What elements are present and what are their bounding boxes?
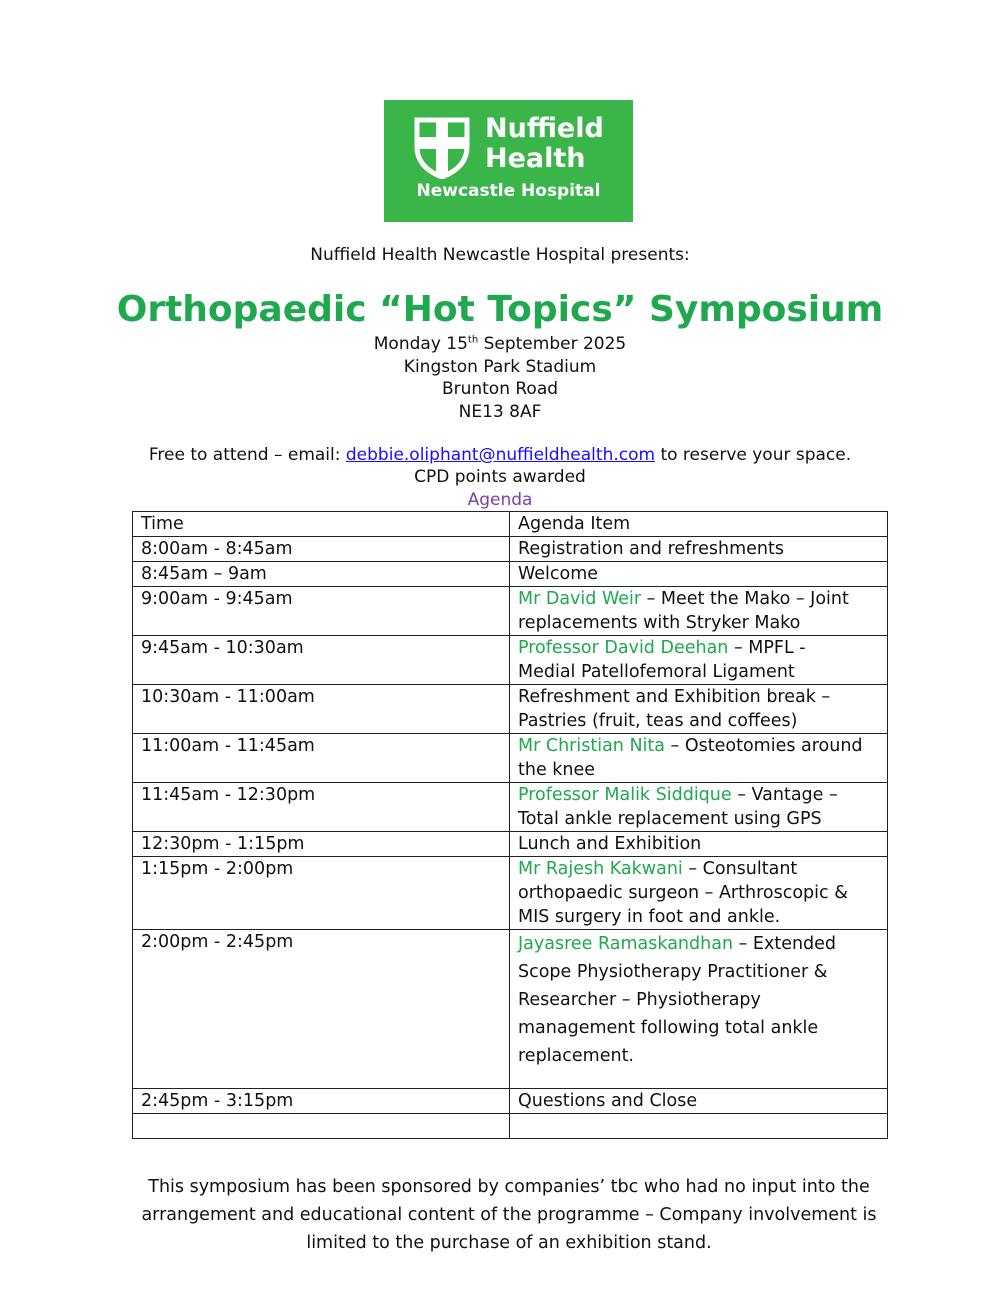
agenda-text: – Consultant bbox=[682, 859, 798, 879]
agenda-text: Researcher – Physiotherapy bbox=[518, 990, 761, 1010]
table-row bbox=[133, 734, 888, 783]
agenda-text: Scope Physiotherapy Practitioner & bbox=[518, 962, 828, 982]
header-agenda-item: Agenda Item bbox=[510, 512, 888, 537]
cell-spacer bbox=[518, 1070, 879, 1088]
cpd-note: CPD points awarded bbox=[414, 467, 586, 487]
speaker-name: Professor David Deehan bbox=[518, 638, 729, 658]
time-cell: 1:15pm - 2:00pm bbox=[133, 857, 510, 930]
agenda-text: MIS surgery in foot and ankle. bbox=[518, 907, 781, 927]
venue-name: Kingston Park Stadium bbox=[403, 356, 597, 377]
time-cell: 10:30am - 11:00am bbox=[133, 685, 510, 734]
agenda-text: Lunch and Exhibition bbox=[518, 834, 702, 854]
agenda-cell bbox=[510, 1089, 888, 1114]
table-row bbox=[133, 783, 888, 832]
attend-suffix: to reserve your space. bbox=[655, 445, 852, 465]
disclaimer-line: arrangement and educational content of the programme – Company involvement is bbox=[141, 1205, 877, 1225]
agenda-text: Total ankle replacement using GPS bbox=[518, 809, 822, 829]
time-cell: 9:45am - 10:30am bbox=[133, 636, 510, 685]
speaker-name: Mr Christian Nita bbox=[518, 736, 665, 756]
empty-cell bbox=[133, 1114, 510, 1139]
agenda-text: Registration and refreshments bbox=[518, 539, 784, 559]
logo-wordmark-line2: Health bbox=[485, 143, 586, 174]
agenda-text: – MPFL - bbox=[728, 638, 806, 658]
time-cell: 8:00am - 8:45am bbox=[133, 537, 510, 562]
agenda-text: – Meet the Mako – Joint bbox=[641, 589, 849, 609]
agenda-cell bbox=[510, 930, 888, 1089]
disclaimer-line: limited to the purchase of an exhibition stand. bbox=[306, 1233, 712, 1253]
agenda-text: Medial Patellofemoral Ligament bbox=[518, 662, 795, 682]
time-cell: 2:45pm - 3:15pm bbox=[133, 1089, 510, 1114]
agenda-text: replacement. bbox=[518, 1046, 634, 1066]
time-cell: 9:00am - 9:45am bbox=[133, 587, 510, 636]
agenda-text: replacements with Stryker Mako bbox=[518, 613, 801, 633]
agenda-cell bbox=[510, 783, 888, 832]
table-row bbox=[133, 685, 888, 734]
table-row bbox=[133, 636, 888, 685]
table-row bbox=[133, 562, 888, 587]
shield-cross-icon bbox=[414, 117, 470, 179]
agenda-cell bbox=[510, 734, 888, 783]
agenda-text: – Extended bbox=[733, 934, 837, 954]
agenda-label: Agenda bbox=[467, 490, 533, 510]
disclaimer-line: This symposium has been sponsored by companies’ tbc who had no input into the bbox=[148, 1177, 870, 1197]
nuffield-health-logo bbox=[384, 100, 633, 222]
agenda-text: Welcome bbox=[518, 564, 599, 584]
agenda-text: – Osteotomies around bbox=[664, 736, 863, 756]
speaker-name: Mr Rajesh Kakwani bbox=[518, 859, 683, 879]
table-row bbox=[133, 1089, 888, 1114]
table-row bbox=[133, 832, 888, 857]
sponsorship-disclaimer bbox=[100, 1173, 918, 1257]
table-row bbox=[133, 930, 888, 1089]
attend-prefix: Free to attend – email: bbox=[148, 445, 346, 465]
date-month-year: September 2025 bbox=[478, 334, 627, 354]
time-cell: 11:45am - 12:30pm bbox=[133, 783, 510, 832]
agenda-text: the knee bbox=[518, 760, 596, 780]
agenda-text: Pastries (fruit, teas and coffees) bbox=[518, 711, 798, 731]
agenda-text: management following total ankle bbox=[518, 1018, 819, 1038]
agenda-text: Refreshment and Exhibition break – bbox=[518, 687, 831, 707]
event-details bbox=[0, 333, 1000, 423]
presenter-line: Nuffield Health Newcastle Hospital presents: bbox=[310, 245, 690, 265]
empty-cell bbox=[510, 1114, 888, 1139]
agenda-cell bbox=[510, 857, 888, 930]
speaker-name: Mr David Weir bbox=[518, 589, 642, 609]
email-link[interactable]: debbie.oliphant@nuffieldhealth.com bbox=[345, 445, 656, 465]
agenda-cell bbox=[510, 537, 888, 562]
agenda-cell bbox=[510, 685, 888, 734]
table-row bbox=[133, 857, 888, 930]
time-cell: 12:30pm - 1:15pm bbox=[133, 832, 510, 857]
time-cell: 8:45am – 9am bbox=[133, 562, 510, 587]
agenda-text: orthopaedic surgeon – Arthroscopic & bbox=[518, 883, 848, 903]
time-cell: 2:00pm - 2:45pm bbox=[133, 930, 510, 1089]
agenda-cell bbox=[510, 832, 888, 857]
date-ordinal: th bbox=[467, 334, 479, 346]
attendance-line bbox=[0, 443, 1000, 467]
logo-wordmark-line1: Nuffield bbox=[485, 113, 604, 144]
event-date bbox=[0, 333, 1000, 356]
table-row-empty bbox=[133, 1114, 888, 1139]
table-row bbox=[133, 537, 888, 562]
logo-hospital-name: Newcastle Hospital bbox=[416, 181, 601, 201]
agenda-text: Questions and Close bbox=[518, 1091, 698, 1111]
speaker-name: Jayasree Ramaskandhan bbox=[518, 934, 734, 954]
table-row bbox=[133, 587, 888, 636]
venue-postcode: NE13 8AF bbox=[458, 401, 542, 422]
agenda-cell bbox=[510, 636, 888, 685]
agenda-cell bbox=[510, 562, 888, 587]
venue-street: Brunton Road bbox=[441, 379, 559, 399]
speaker-name: Professor Malik Siddique bbox=[518, 785, 732, 805]
agenda-text: – Vantage – bbox=[731, 785, 838, 805]
date-day: Monday 15 bbox=[373, 334, 468, 354]
table-header-row bbox=[133, 512, 888, 537]
page-title: Orthopaedic “Hot Topics” Symposium bbox=[116, 289, 884, 330]
agenda-cell bbox=[510, 587, 888, 636]
header-time: Time bbox=[133, 512, 510, 537]
time-cell: 11:00am - 11:45am bbox=[133, 734, 510, 783]
agenda-table bbox=[132, 511, 888, 1139]
